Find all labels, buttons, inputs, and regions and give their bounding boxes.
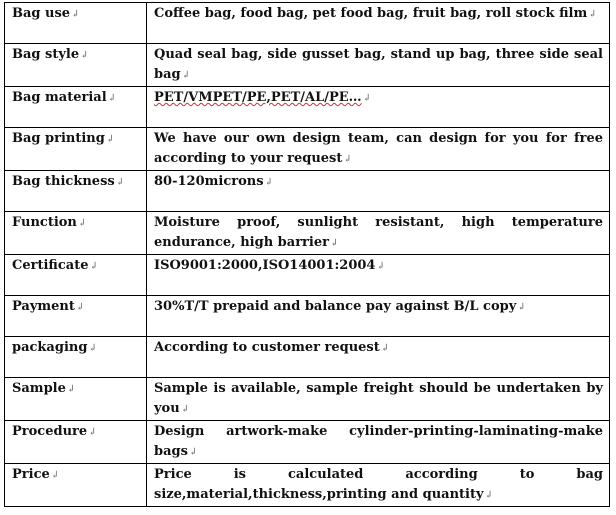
- row-value: PET/VMPET/PE,PET/AL/PE…: [154, 90, 362, 105]
- row-value: We have our own design team, can design for you for free according to your request: [154, 131, 603, 166]
- row-label: Bag use: [12, 6, 71, 21]
- row-label-cell: [5, 128, 147, 171]
- paragraph-mark-icon: ↲: [50, 470, 60, 481]
- paragraph-mark-icon: ↲: [376, 261, 385, 272]
- paragraph-mark-icon: ↲: [80, 50, 89, 61]
- row-label: Bag printing: [12, 131, 105, 146]
- paragraph-mark-icon: ↲: [75, 302, 85, 313]
- table-row: [5, 3, 610, 44]
- paragraph-mark-icon: ↲: [88, 343, 97, 354]
- row-value-cell: [147, 255, 610, 296]
- row-label: packaging: [12, 340, 88, 355]
- row-label-cell: [5, 255, 147, 296]
- row-value: 80-120microns: [154, 174, 264, 189]
- row-value: Sample is available, sample freight should be undertaken by you: [154, 381, 603, 416]
- row-label-cell: [5, 337, 147, 378]
- row-label: Bag thickness: [12, 174, 115, 189]
- row-value-cell: [147, 378, 610, 421]
- paragraph-mark-icon: ↲: [588, 9, 597, 20]
- row-value-cell: [147, 296, 610, 337]
- row-value-cell: [147, 171, 610, 212]
- paragraph-mark-icon: ↲: [180, 404, 190, 415]
- row-value: According to customer request: [154, 340, 380, 355]
- row-value-cell: [147, 128, 610, 171]
- row-value-cell: [147, 337, 610, 378]
- row-value-cell: [147, 44, 610, 87]
- table-row: [5, 378, 610, 421]
- paragraph-mark-icon: ↲: [71, 9, 80, 20]
- table-row: [5, 464, 610, 507]
- row-value: Quad seal bag, side gusset bag, stand up bag, three side seal bag: [154, 47, 603, 82]
- row-label: Bag material: [12, 90, 107, 105]
- row-value-cell: [147, 87, 610, 128]
- paragraph-mark-icon: ↲: [115, 177, 125, 188]
- table-row: [5, 421, 610, 464]
- row-label: Procedure: [12, 424, 88, 439]
- table-row: [5, 87, 610, 128]
- row-label-cell: [5, 464, 147, 507]
- row-label: Sample: [12, 381, 66, 396]
- row-value-cell: [147, 212, 610, 255]
- paragraph-mark-icon: ↲: [188, 447, 198, 458]
- paragraph-mark-icon: ↲: [181, 70, 190, 81]
- row-label-cell: [5, 171, 147, 212]
- row-label-cell: [5, 212, 147, 255]
- row-value: ISO9001:2000,ISO14001:2004: [154, 258, 376, 273]
- table-row: [5, 296, 610, 337]
- table-row: [5, 255, 610, 296]
- row-value-cell: [147, 464, 610, 507]
- paragraph-mark-icon: ↲: [517, 302, 526, 313]
- row-label: Function: [12, 215, 77, 230]
- paragraph-mark-icon: ↲: [362, 93, 372, 104]
- row-value: Moisture proof, sunlight resistant, high temperature endurance, high barrier: [154, 215, 603, 250]
- paragraph-mark-icon: ↲: [105, 134, 115, 145]
- row-label-cell: [5, 87, 147, 128]
- paragraph-mark-icon: ↲: [484, 490, 493, 501]
- row-label-cell: [5, 296, 147, 337]
- table-row: [5, 337, 610, 378]
- paragraph-mark-icon: ↲: [89, 261, 98, 272]
- row-value: Design artwork-make cylinder-printing-laminating-make bags: [154, 424, 603, 459]
- paragraph-mark-icon: ↲: [329, 238, 339, 249]
- row-label: Bag style: [12, 47, 80, 62]
- row-label: Certificate: [12, 258, 89, 273]
- row-value: 30%T/T prepaid and balance pay against B/L copy: [154, 299, 517, 314]
- paragraph-mark-icon: ↲: [66, 384, 76, 395]
- row-label: Price: [12, 467, 50, 482]
- row-value: Coffee bag, food bag, pet food bag, fruit bag, roll stock film: [154, 6, 588, 21]
- spec-table: [4, 2, 610, 507]
- row-value: Price is calculated according to bag size,material,thickness,printing and quantity: [154, 467, 603, 502]
- table-row: [5, 44, 610, 87]
- row-label-cell: [5, 378, 147, 421]
- row-label: Payment: [12, 299, 75, 314]
- table-row: [5, 128, 610, 171]
- paragraph-mark-icon: ↲: [264, 177, 273, 188]
- paragraph-mark-icon: ↲: [380, 343, 390, 354]
- row-value-cell: [147, 421, 610, 464]
- row-label-cell: [5, 3, 147, 44]
- row-label-cell: [5, 44, 147, 87]
- row-value-cell: [147, 3, 610, 44]
- paragraph-mark-icon: ↲: [88, 427, 97, 438]
- row-label-cell: [5, 421, 147, 464]
- paragraph-mark-icon: ↲: [107, 93, 117, 104]
- table-row: [5, 212, 610, 255]
- paragraph-mark-icon: ↲: [343, 154, 352, 165]
- paragraph-mark-icon: ↲: [77, 218, 87, 229]
- table-row: [5, 171, 610, 212]
